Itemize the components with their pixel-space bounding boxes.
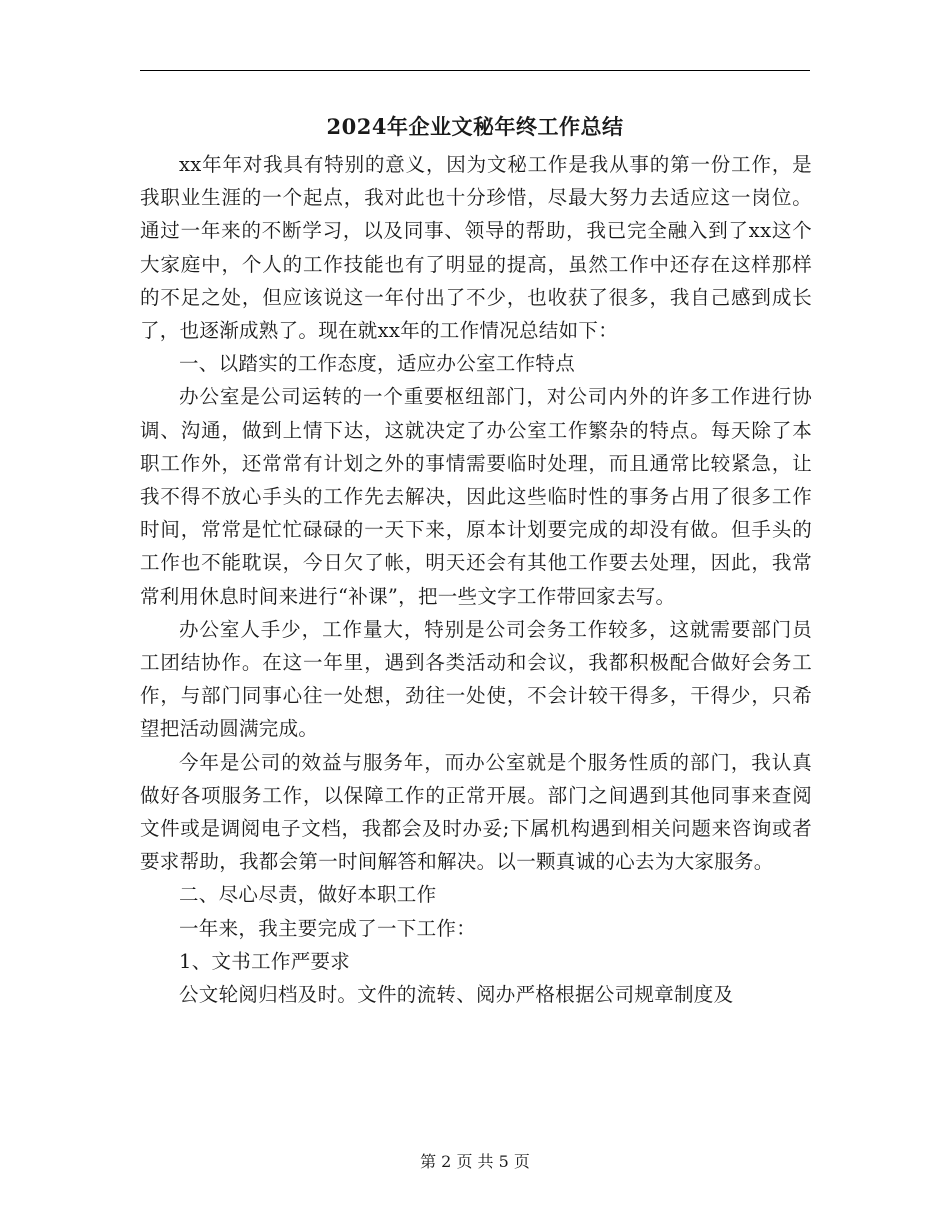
section-heading-1: 一、以踏实的工作态度，适应办公室工作特点 (179, 352, 576, 376)
header-rule (140, 70, 810, 71)
document-title: 2024年企业文秘年终工作总结 (326, 114, 624, 139)
paragraph-teamwork: 办公室人手少，工作量大，特别是公司会务工作较多，这就需要部门员工团结协作。在这一年里，遇到各类活动和会议，我都积极配合做好会务工作，与部门同事心往一处想，劲往一处使，不会计较干得多，干得少，只希望把活动圆满完成。 (140, 617, 812, 741)
paragraph-office-role: 办公室是公司运转的一个重要枢纽部门，对公司内外的许多工作进行协调、沟通，做到上情下达，这就决定了办公室工作繁杂的特点。每天除了本职工作外，还常常有计划之外的事情需要临时处理，而且通常比较紧急，让我不得不放心手头的工作先去解决，因此这些临时性的事务占用了很多工作时间，常常是忙忙碌碌的一天下来，原本计划要完成的却没有做。但手头的工作也不能耽误，今日欠了帐，明天还会有其他工作要去处理，因此，我常常利用休息时间来进行“补课”，把一些文字工作带回家去写。 (140, 385, 812, 608)
document-body (140, 148, 812, 1011)
paragraph-document-filing: 公文轮阅归档及时。文件的流转、阅办严格根据公司规章制度及 (179, 983, 734, 1007)
paragraph-work-list-intro: 一年来，我主要完成了一下工作： (179, 916, 477, 940)
page-number-footer: 第 2 页 共 5 页 (420, 1152, 530, 1171)
paragraph-intro: xx年年对我具有特别的意义，因为文秘工作是我从事的第一份工作，是我职业生涯的一个起点，我对此也十分珍惜，尽最大努力去适应这一岗位。通过一年来的不断学习，以及同事、领导的帮助，我已完全融入到了xx这个大家庭中，个人的工作技能也有了明显的提高，虽然工作中还存在这样那样的不足之处，但应该说这一年付出了不少，也收获了很多，我自己感到成长了，也逐渐成熟了。现在就xx年的工作情况总结如下： (140, 153, 812, 343)
subsection-heading-1: 1、文书工作严要求 (179, 949, 351, 973)
section-heading-2: 二、尽心尽责，做好本职工作 (179, 883, 437, 907)
paragraph-service: 今年是公司的效益与服务年，而办公室就是个服务性质的部门，我认真做好各项服务工作，以保障工作的正常开展。部门之间遇到其他同事来查阅文件或是调阅电子文档，我都会及时办妥;下属机构遇到相关问题来咨询或者要求帮助，我都会第一时间解答和解决。以一颗真诚的心去为大家服务。 (140, 750, 812, 874)
